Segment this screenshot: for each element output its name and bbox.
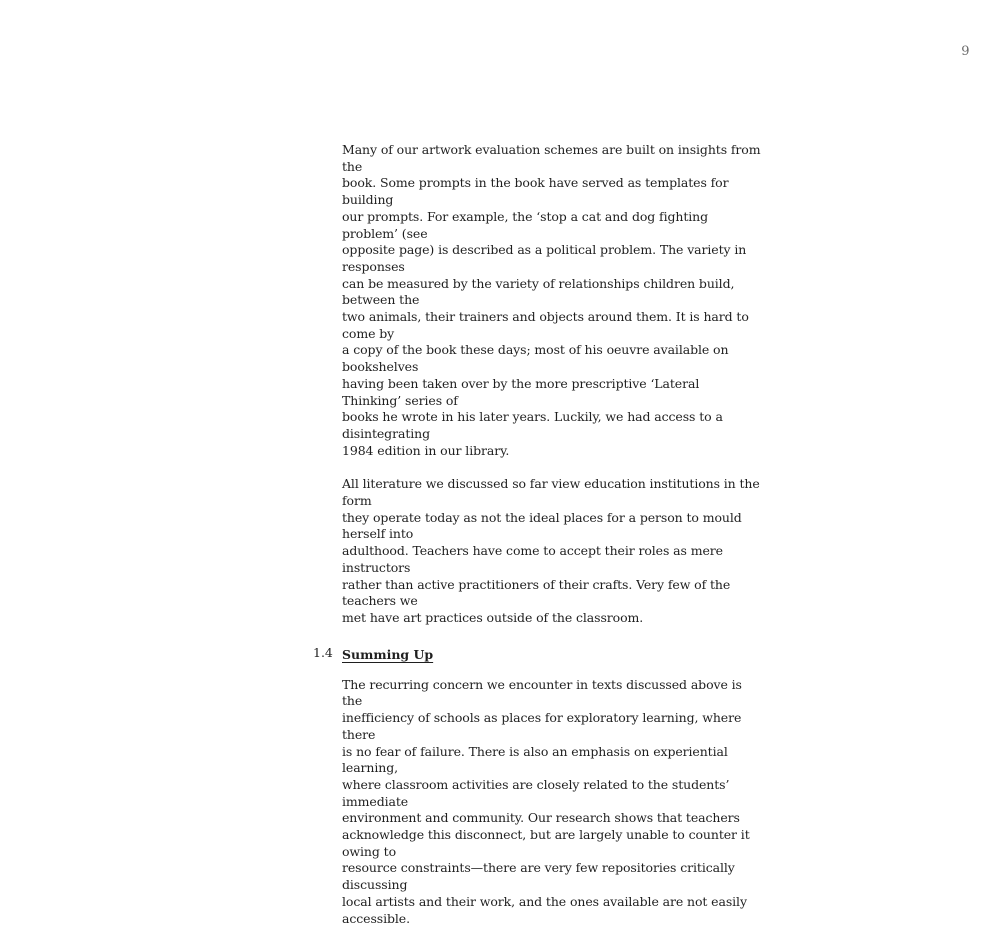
section-number: 1.4 — [313, 644, 333, 660]
section-heading — [313, 644, 762, 662]
body-paragraph: Many of our artwork evaluation schemes are built on insights from the book. Some prompts in the book have served as templates for building our prompts. For example, the ‘stop a cat and dog fighting problem’ (see opposite page) is described as a political problem. The variety in responses can be measured by the variety of relationships children build, between the two animals, their trainers and objects around them. It is hard to come by a copy of the book these days; most of his oeuvre available on bookshelves having been taken over by the more prescriptive ‘Lateral Thinking’ series of books he wrote in his later years. Luckily, we had access to a disintegrating 1984 edition in our library. — [342, 142, 761, 458]
body-paragraph: All literature we discussed so far view education institutions in the form they operate today as not the ideal places for a person to mould herself into adulthood. Teachers have come to accept their roles as mere instructors rather than active practitioners of their crafts. Very few of the teachers we met have art practices outside of the classroom. — [342, 476, 760, 625]
section-title: Summing Up — [342, 646, 434, 662]
section-paragraph: The recurring concern we encounter in texts discussed above is the inefficiency of schools as places for exploratory learning, where there is no fear of failure. There is also an emphasis on experiential learning, where classroom activities are closely related to the students’ immediate environment and community. Our research shows that teachers acknowledge this disconnect, but are largely unable to counter it owing to resource constraints—there are very few repositories critically discussing local artists and their work, and the ones available are not easily accessible. — [342, 676, 750, 926]
body-text-column — [313, 142, 762, 944]
page-number: 9 — [961, 44, 970, 59]
